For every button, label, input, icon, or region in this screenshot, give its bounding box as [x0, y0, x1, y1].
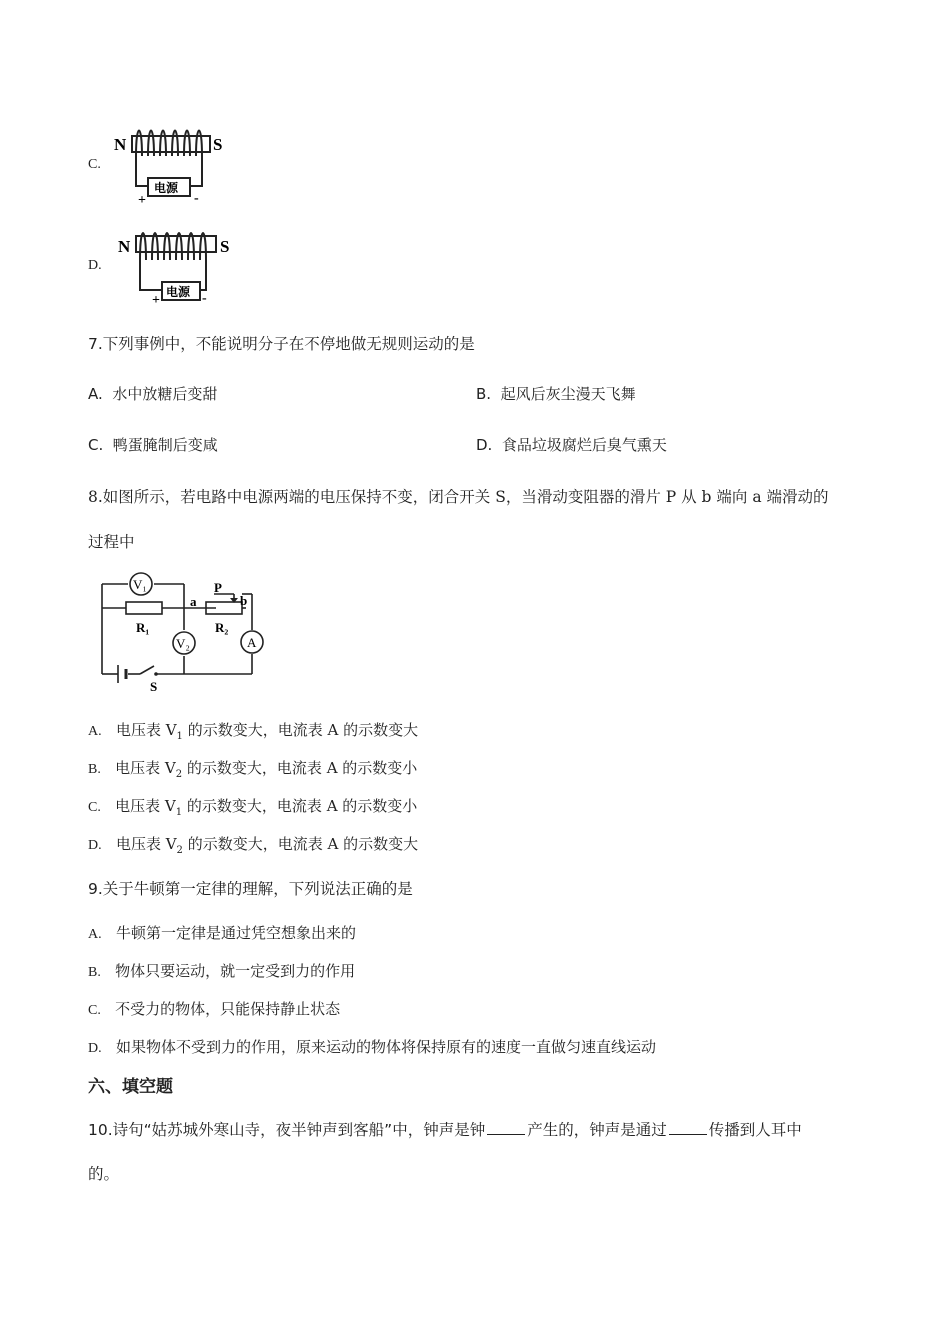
question-8-stem: 8.如图所示，若电路中电源两端的电压保持不变，闭合开关 S，当滑动变阻器的滑片 P 从 b 端向 a 端滑动的 [88, 488, 829, 506]
ammeter-label: A [247, 635, 257, 650]
node-a-label: a [190, 594, 197, 609]
q8-option-d: D. 电压表 $V_2$ 的示数变大，电流表 A 的示数变大 [88, 835, 419, 856]
q8-option-c: C. 电压表 $V_1$ 的示数变大，电流表 A 的示数变小 [88, 797, 418, 818]
q7-option-c: C. 鸭蛋腌制后变咸 [88, 436, 218, 454]
resistor-r2-label: R₂ [215, 620, 229, 635]
answer-blank-2[interactable] [669, 1120, 707, 1135]
pole-s-c: S [213, 135, 223, 154]
svg-text:-: - [194, 191, 199, 206]
section-title: 六、填空题 [88, 1077, 173, 1097]
option-d-label: D. [88, 258, 102, 273]
q8-option-a: A. 电压表 $V_1$ 的示数变大，电流表 A 的示数变大 [88, 721, 419, 742]
q8-option-b: B. 电压表 $V_2$ 的示数变大，电流表 A 的示数变小 [88, 759, 418, 780]
voltmeter-v2-label: V₂ [176, 636, 190, 651]
solenoid-diagram-d [116, 224, 238, 308]
node-b-label: b [240, 593, 248, 608]
question-10-stem: 10.诗句“姑苏城外寒山寺，夜半钟声到客船”中，钟声是钟 产生的，钟声是通过 传播到人耳中 [88, 1121, 802, 1139]
question-9-stem: 9.关于牛顿第一定律的理解，下列说法正确的是 [88, 880, 413, 898]
q7-option-d: D. 食品垃圾腐烂后臭气熏天 [476, 436, 667, 454]
power-source-label-c: 电源 [154, 181, 179, 195]
resistor-r1-label: R₁ [136, 620, 150, 635]
option-c-label: C. [88, 157, 101, 172]
power-source-label-d: 电源 [166, 285, 191, 299]
q7-option-b: B. 起风后灰尘漫天飞舞 [476, 385, 636, 403]
question-7-stem: 7.下列事例中，不能说明分子在不停地做无规则运动的是 [88, 335, 475, 353]
solenoid-diagram-c [112, 122, 232, 208]
q9-option-b: B. 物体只要运动，就一定受到力的作用 [88, 962, 356, 980]
pole-n-d: N [118, 237, 131, 256]
q9-option-c: C. 不受力的物体，只能保持静止状态 [88, 1000, 341, 1018]
pole-n-c: N [114, 135, 127, 154]
question-10-stem-cont: 的。 [88, 1165, 120, 1183]
svg-text:+: + [138, 193, 146, 208]
voltmeter-v1-label: V₁ [133, 577, 147, 592]
circuit-diagram [96, 570, 276, 694]
q9-option-d: D. 如果物体不受到力的作用，原来运动的物体将保持原有的速度一直做匀速直线运动 [88, 1038, 656, 1056]
svg-text:+: + [152, 293, 160, 308]
q9-option-a: A. 牛顿第一定律是通过凭空想象出来的 [88, 924, 356, 942]
q7-option-a: A. 水中放糖后变甜 [88, 385, 218, 403]
svg-text:-: - [202, 291, 207, 306]
answer-blank-1[interactable] [487, 1120, 525, 1135]
question-8-stem-cont: 过程中 [88, 533, 135, 551]
pole-s-d: S [220, 237, 230, 256]
slider-p-label: P [214, 580, 222, 595]
switch-s-label: S [150, 679, 158, 694]
